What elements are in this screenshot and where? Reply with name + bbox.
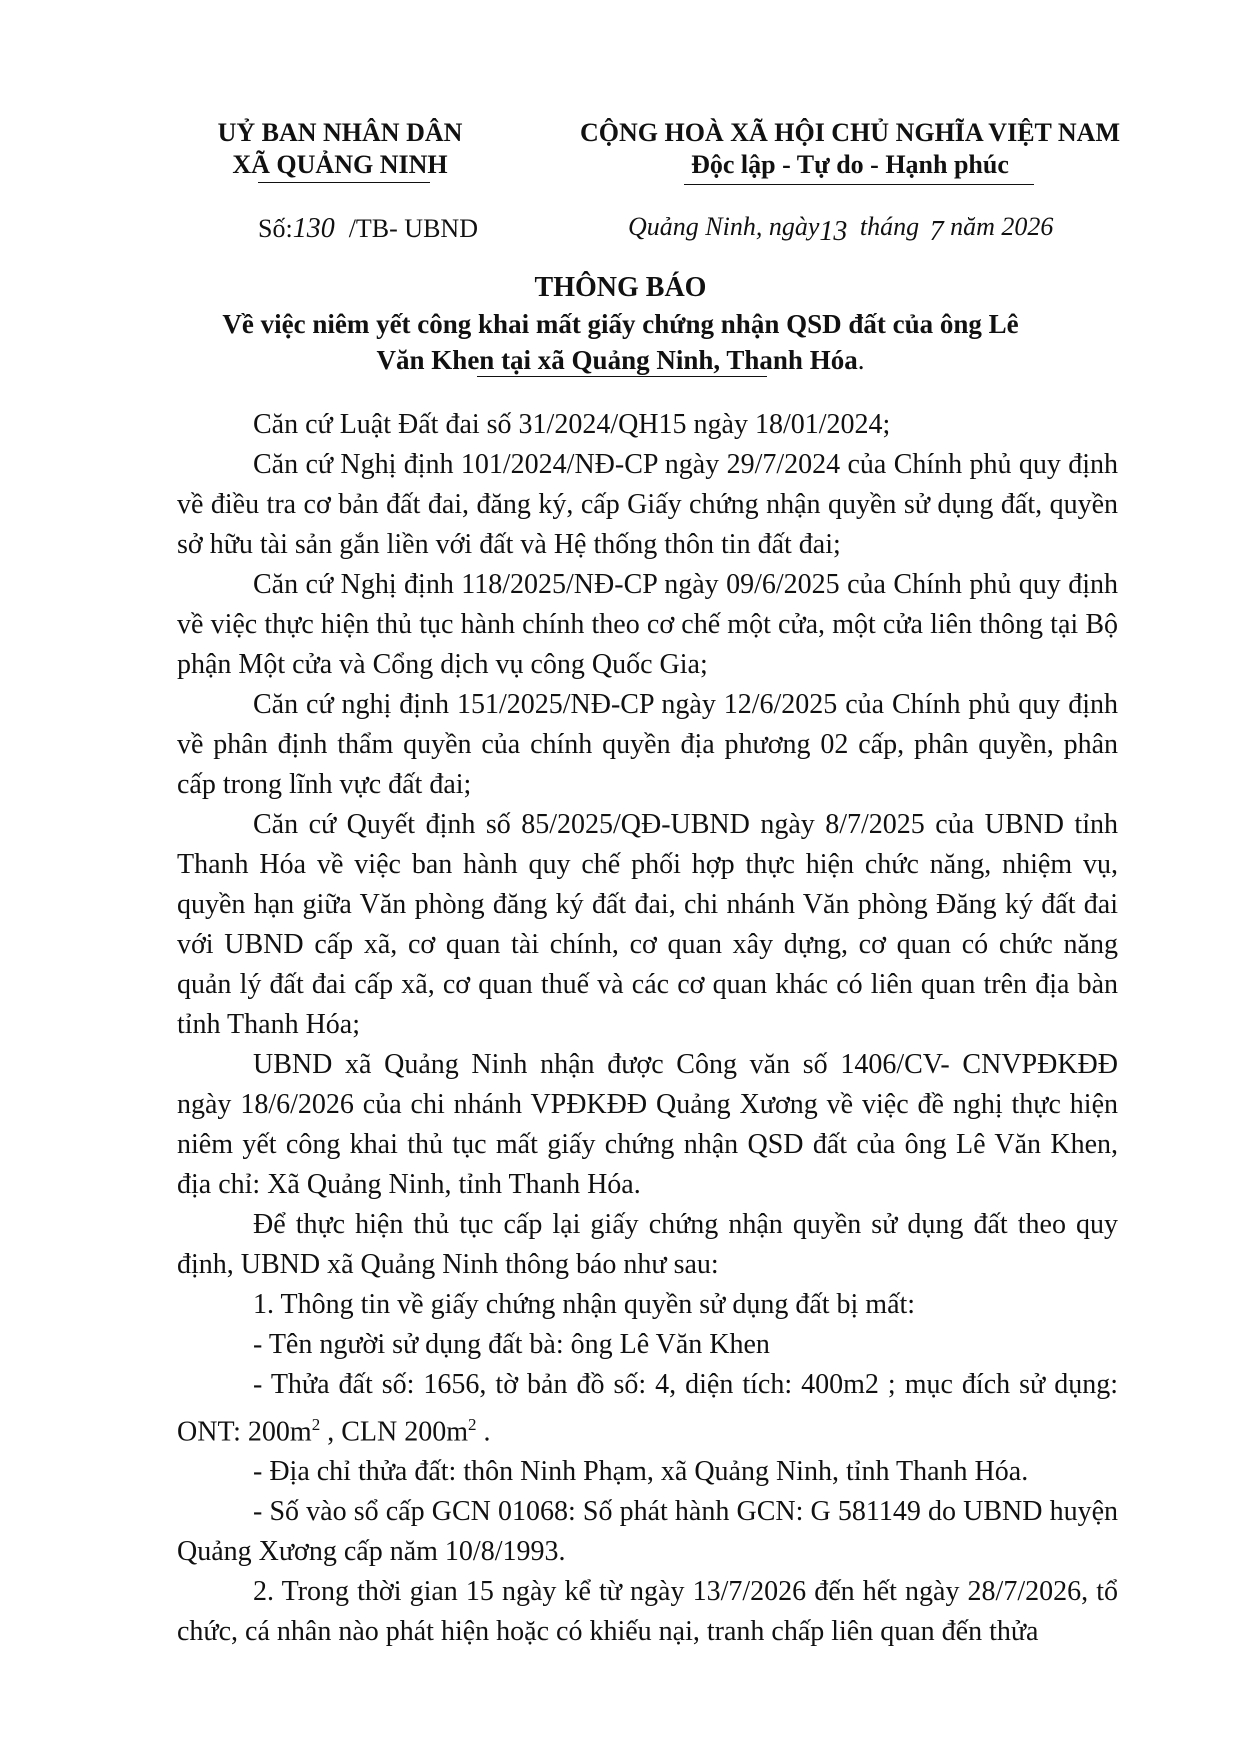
parcel-info-b: , CLN 200m [320, 1416, 468, 1448]
subject-underline [477, 376, 767, 377]
date-year: năm 2026 [950, 212, 1054, 241]
document-body [177, 405, 1118, 1652]
document-title: THÔNG BÁO [534, 272, 707, 303]
basis-law: Căn cứ Luật Đất đai số 31/2024/QH15 ngày 18/01/2024; [253, 409, 891, 440]
certificate-number: - Số vào sổ cấp GCN 01068: Số phát hành GCN: G 581149 do UBND huyện Quảng Xương cấp năm 10/8/1993. [177, 1496, 1118, 1568]
date-place: Quảng Ninh, ngày [628, 212, 820, 241]
agency-line-2: XÃ QUẢNG NINH [232, 150, 448, 179]
sup-2: 2 [468, 1415, 477, 1434]
parcel-info-a: - Thửa đất số: 1656, tờ bản đồ số: 4, diện tích: 400m2 ; mục đích sử dụng: ONT: 200m [177, 1369, 1118, 1448]
reference-number [258, 213, 478, 245]
ref-suffix: /TB- UBND [348, 214, 478, 243]
date-day: 13 [819, 216, 848, 247]
national-motto [560, 117, 1140, 181]
country-name: CỘNG HOÀ XÃ HỘI CHỦ NGHĨA VIỆT NAM [579, 118, 1121, 147]
subject-end: . [857, 345, 865, 375]
received-dispatch: UBND xã Quảng Ninh nhận được Công văn số 1406/CV- CNVPĐKĐĐ ngày 18/6/2026 của chi nhánh VPĐKĐĐ Quảng Xương về việc đề nghị thực hiện niêm yết công khai thủ tục mất giấy chứng nhận QSD đất của ông Lê Văn Khen, địa chỉ: Xã Quảng Ninh, tỉnh Thanh Hóa. [177, 1049, 1118, 1200]
subject-line-2 [0, 342, 1241, 378]
basis-decree-118: Căn cứ Nghị định 118/2025/NĐ-CP ngày 09/6/2025 của Chính phủ quy định về việc thực hiện thủ tục hành chính theo cơ chế một cửa, một cửa liên thông tại Bộ phận Một cửa và Cổng dịch vụ công Quốc Gia; [177, 569, 1118, 680]
ref-prefix: Số: [258, 214, 293, 243]
agency-line-1: UỶ BAN NHÂN DÂN [217, 118, 463, 147]
parcel-info-c: . [476, 1416, 491, 1448]
parcel-address: - Địa chỉ thửa đất: thôn Ninh Phạm, xã Quảng Ninh, tỉnh Thanh Hóa. [253, 1456, 1029, 1488]
agency-name [160, 117, 520, 181]
announcement-intro: Để thực hiện thủ tục cấp lại giấy chứng nhận quyền sử dụng đất theo quy định, UBND xã Quảng Ninh thông báo như sau: [177, 1209, 1118, 1280]
sup-1: 2 [311, 1415, 321, 1434]
motto-underline [684, 184, 1034, 185]
basis-decision-85: Căn cứ Quyết định số 85/2025/QĐ-UBND ngày 8/7/2025 của UBND tỉnh Thanh Hóa về việc ban hành quy chế phối hợp thực hiện chức năng, nhiệm vụ, quyền hạn giữa Văn phòng đăng ký đất đai, chi nhánh Văn phòng Đăng ký đất đai với UBND cấp xã, cơ quan tài chính, cơ quan xây dựng, cơ quan có chức năng quản lý đất đai cấp xã, cơ quan thuế và các cơ quan khác có liên quan trên địa bàn tỉnh Thanh Hóa; [177, 809, 1118, 1040]
ref-number: 130 [292, 213, 335, 244]
date-month: 7 [929, 216, 944, 247]
date-line [628, 211, 1054, 247]
document-subject [0, 306, 1241, 378]
subject-line-2-text: Văn Khen tại xã Quảng Ninh, Thanh Hóa [376, 345, 858, 375]
land-user: - Tên người sử dụng đất bà: ông Lê Văn Khen [253, 1329, 770, 1360]
section-1-heading: 1. Thông tin về giấy chứng nhận quyền sử dụng đất bị mất: [253, 1289, 916, 1320]
motto: Độc lập - Tự do - Hạnh phúc [691, 150, 1009, 179]
subject-line-1: Về việc niêm yết công khai mất giấy chứng nhận QSD đất của ông Lê [222, 309, 1019, 339]
basis-decree-151: Căn cứ nghị định 151/2025/NĐ-CP ngày 12/6/2025 của Chính phủ quy định về phân định thẩm quyền của chính quyền địa phương 02 cấp, phân quyền, phân cấp trong lĩnh vực đất đai; [177, 689, 1118, 800]
parcel-info [177, 1365, 1118, 1452]
basis-decree-101: Căn cứ Nghị định 101/2024/NĐ-CP ngày 29/7/2024 của Chính phủ quy định về điều tra cơ bản đất đai, đăng ký, cấp Giấy chứng nhận quyền sử dụng đất, quyền sở hữu tài sản gắn liền với đất và Hệ thống thôn tin đất đai; [177, 449, 1118, 560]
agency-underline [258, 182, 430, 183]
date-month-label: tháng [859, 212, 920, 241]
section-2-text: 2. Trong thời gian 15 ngày kể từ ngày 13/7/2026 đến hết ngày 28/7/2026, tổ chức, cá nhân nào phát hiện hoặc có khiếu nại, tranh chấp liên quan đến thửa [177, 1576, 1118, 1648]
